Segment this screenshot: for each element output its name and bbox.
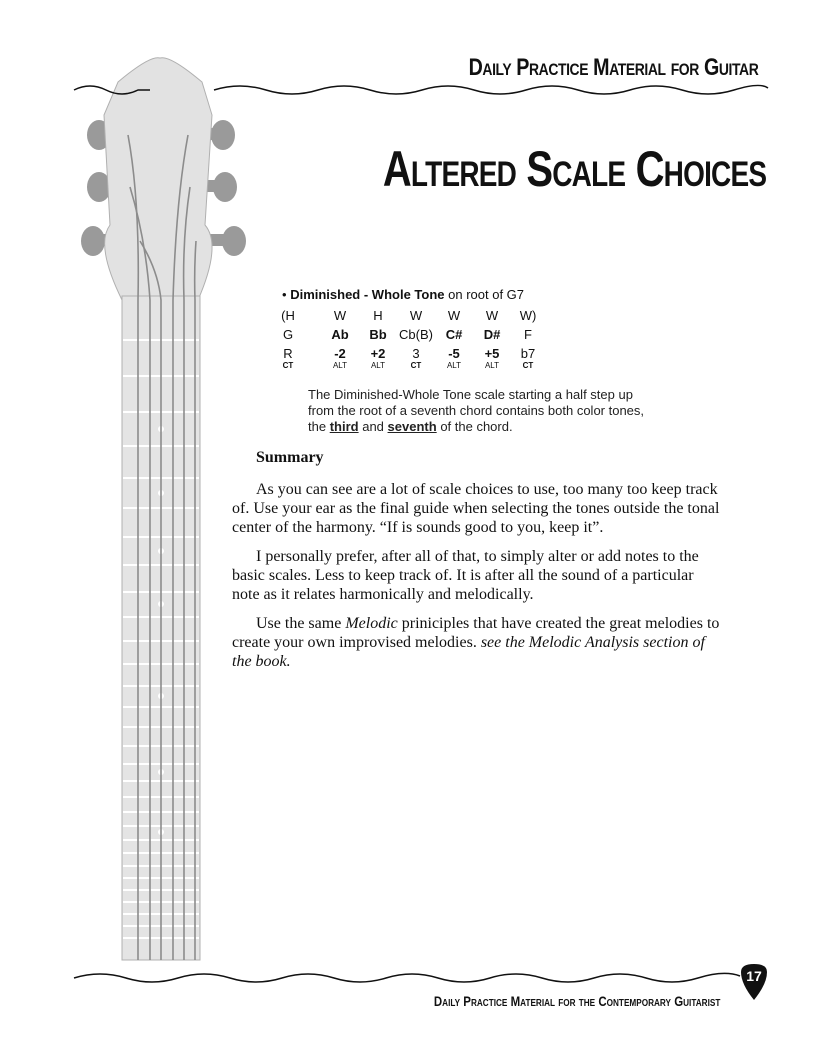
bullet: • xyxy=(282,287,287,302)
step: (H xyxy=(281,308,295,323)
page-number: 17 xyxy=(746,968,762,984)
scale-block xyxy=(282,287,742,375)
step: W xyxy=(333,308,347,323)
scale-suffix: on root of G7 xyxy=(448,287,525,302)
tone-label: ALT xyxy=(446,361,462,370)
footer-title: Daily Practice Material for the Contemporary Guitarist xyxy=(433,993,720,1009)
step: W xyxy=(409,308,423,323)
tone-label: CT xyxy=(410,361,422,370)
tone-label: ALT xyxy=(370,361,386,370)
tone-label: ALT xyxy=(332,361,348,370)
tone-label: ALT xyxy=(484,361,500,370)
note: C# xyxy=(445,327,463,342)
paragraph-text: priniciples that have created the great melodies to create your own improvised melodies. xyxy=(232,615,720,651)
melodic-emphasis: Melodic xyxy=(345,615,398,632)
description-text: of the chord. xyxy=(440,419,513,434)
description-line: from the root of a seventh chord contains both color tones, xyxy=(308,403,645,418)
step: W xyxy=(485,308,499,323)
degree: +5 xyxy=(484,346,500,361)
degree: -5 xyxy=(448,346,460,361)
degree: +2 xyxy=(370,346,386,361)
scale-tone-labels-row xyxy=(282,361,742,375)
description-line xyxy=(308,419,728,435)
note: F xyxy=(524,327,532,342)
scale-degrees-row xyxy=(282,346,742,361)
degree: 3 xyxy=(412,346,420,361)
scale-description xyxy=(308,387,728,435)
running-header-title: Daily Practice Material for Guitar xyxy=(468,54,758,81)
step: W) xyxy=(519,308,537,323)
degree: b7 xyxy=(520,346,536,361)
scale-heading xyxy=(282,287,742,302)
summary-paragraph: I personally prefer, after all of that, to simply alter or add notes to the basic scales. Less to keep track of. It is after all the sound of a particular note as it relates harmonically and melodically. xyxy=(232,548,699,603)
note: Cb(B) xyxy=(399,327,433,342)
note: Bb xyxy=(369,327,387,342)
guitar-neck-illustration xyxy=(0,0,260,1056)
seventh-emphasis: seventh xyxy=(387,419,437,434)
degree: -2 xyxy=(334,346,346,361)
step: W xyxy=(447,308,461,323)
tone-label: CT xyxy=(522,361,534,370)
scale-name: Diminished - Whole Tone xyxy=(290,287,445,302)
page-title: Altered Scale Choices xyxy=(382,141,766,197)
scale-steps-row xyxy=(282,308,742,327)
note: D# xyxy=(483,327,501,342)
scale-notes-row xyxy=(282,327,742,346)
degree: R xyxy=(283,346,293,361)
summary-heading: Summary xyxy=(256,449,324,466)
book-reference: see the Melodic Analysis section of the book. xyxy=(232,634,705,670)
summary-section xyxy=(232,448,722,681)
footer-wave-rule xyxy=(0,966,816,996)
step: H xyxy=(373,308,383,323)
tone-label: CT xyxy=(282,361,294,370)
paragraph-text: Use the same xyxy=(256,615,342,632)
note: Ab xyxy=(331,327,349,342)
summary-paragraph: As you can see are a lot of scale choices to use, too many too keep track of. Use your ear as the final guide when selecting the tones outside the tonal center of the harmony. “If is sounds good to you, keep it”. xyxy=(232,481,720,536)
description-text: and xyxy=(362,419,384,434)
description-text: the xyxy=(308,419,327,434)
third-emphasis: third xyxy=(329,419,359,434)
summary-paragraph xyxy=(232,614,722,671)
description-line: The Diminished-Whole Tone scale starting a half step up xyxy=(308,387,633,402)
note: G xyxy=(282,327,294,342)
